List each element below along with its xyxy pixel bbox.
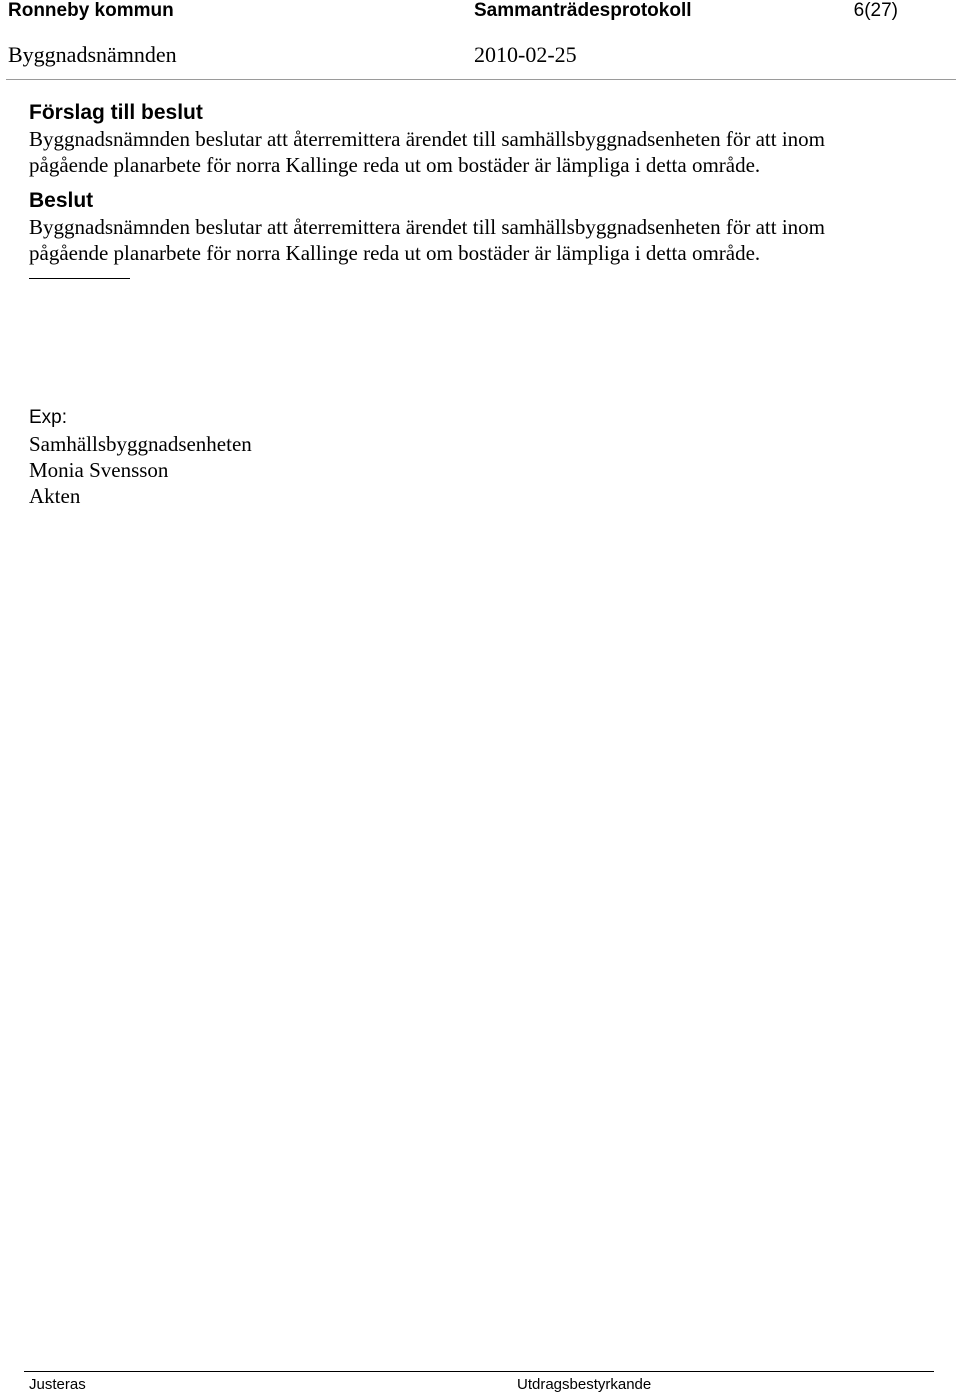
decision-line-2: pågående planarbete för norra Kallinge reda ut om bostäder är lämpliga i detta område. bbox=[29, 241, 761, 265]
committee-name: Byggnadsnämnden bbox=[8, 42, 177, 67]
decision-end-rule bbox=[29, 278, 130, 279]
footer-certification-label: Utdragsbestyrkande bbox=[517, 1376, 652, 1393]
organization-name: Ronneby kommun bbox=[8, 0, 174, 21]
decision-heading: Beslut bbox=[29, 189, 94, 212]
distribution-recipient: Samhällsbyggnadsenheten bbox=[29, 432, 252, 456]
footer-divider bbox=[24, 1371, 934, 1372]
decision-line-1: Byggnadsnämnden beslutar att återremittera ärendet till samhällsbyggnadsenheten för att inom bbox=[29, 215, 826, 239]
document-body bbox=[29, 100, 929, 509]
proposal-heading: Förslag till beslut bbox=[29, 101, 203, 124]
distribution-recipient: Akten bbox=[29, 484, 81, 508]
section-gap bbox=[29, 178, 929, 188]
page-header-bottom bbox=[8, 42, 898, 70]
meeting-date: 2010-02-25 bbox=[474, 42, 577, 67]
proposal-line-1: Byggnadsnämnden beslutar att återremittera ärendet till samhällsbyggnadsenheten för att inom bbox=[29, 127, 826, 151]
distribution-recipient: Monia Svensson bbox=[29, 458, 169, 482]
header-divider bbox=[6, 79, 956, 80]
distribution-label: Exp: bbox=[29, 407, 68, 428]
proposal-section bbox=[29, 100, 929, 178]
page-number: 6(27) bbox=[853, 0, 898, 21]
decision-section bbox=[29, 188, 929, 266]
proposal-line-2: pågående planarbete för norra Kallinge reda ut om bostäder är lämpliga i detta område. bbox=[29, 153, 761, 177]
document-type: Sammanträdesprotokoll bbox=[474, 0, 692, 21]
distribution-section bbox=[29, 405, 929, 509]
footer-justeras-label: Justeras bbox=[29, 1376, 86, 1393]
page-header-top bbox=[8, 0, 898, 24]
